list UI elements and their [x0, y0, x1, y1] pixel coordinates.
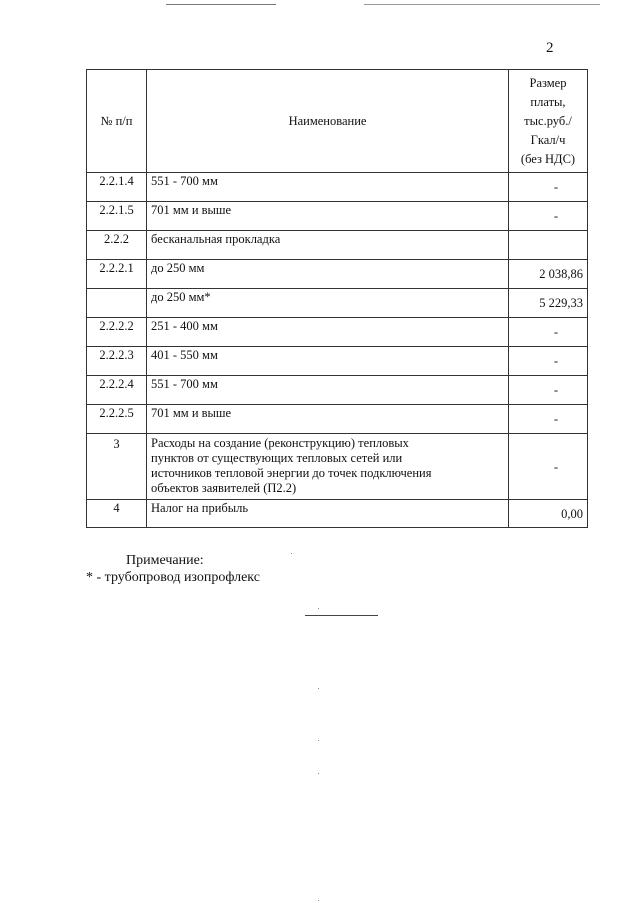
row-name: 551 - 700 мм: [147, 376, 509, 405]
table-row: [87, 289, 588, 318]
table-row: [87, 260, 588, 289]
row-fee: 0,00: [509, 500, 588, 528]
table-row: [87, 173, 588, 202]
note-text: трубопровод изопрофлекс: [104, 570, 260, 585]
table-row: [87, 347, 588, 376]
scan-speck: [318, 740, 319, 741]
row-fee: -: [509, 405, 588, 434]
row-number: 2.2.2.3: [87, 347, 147, 376]
table-row: [87, 500, 588, 528]
row-fee: -: [509, 318, 588, 347]
row-fee: [509, 231, 588, 260]
row-fee: -: [509, 202, 588, 231]
row-name: 551 - 700 мм: [147, 173, 509, 202]
header-number: № п/п: [87, 70, 147, 173]
row-number: 2.2.2: [87, 231, 147, 260]
page-number: 2: [546, 40, 554, 56]
row-fee: -: [509, 347, 588, 376]
table-row: [87, 376, 588, 405]
row-number: 3: [87, 434, 147, 500]
row-name: 701 мм и выше: [147, 405, 509, 434]
scan-speck: [318, 773, 319, 774]
row-number: 2.2.2.4: [87, 376, 147, 405]
header-fee-line: платы,: [530, 94, 566, 109]
row-name-line: пунктов от существующих тепловых сетей или: [151, 451, 403, 465]
row-name: 701 мм и выше: [147, 202, 509, 231]
row-fee: -: [509, 434, 588, 500]
row-name: до 250 мм*: [147, 289, 509, 318]
header-fee-line: Гкал/ч: [530, 132, 566, 147]
row-name-line: Расходы на создание (реконструкцию) тепловых: [151, 436, 409, 450]
table-header-row: [87, 70, 588, 173]
row-number: 2.2.2.5: [87, 405, 147, 434]
table-row: [87, 231, 588, 260]
note-title: Примечание:: [126, 553, 204, 568]
row-name: 401 - 550 мм: [147, 347, 509, 376]
row-number: 4: [87, 500, 147, 528]
row-name: Налог на прибыль: [147, 500, 509, 528]
top-scan-line-left: [166, 4, 276, 5]
row-name-line: объектов заявителей (П2.2): [151, 481, 297, 495]
header-name: Наименование: [147, 70, 509, 173]
scan-speck: [318, 900, 319, 901]
row-fee: 5 229,33: [509, 289, 588, 318]
row-name: до 250 мм: [147, 260, 509, 289]
note-line: [86, 570, 260, 586]
bottom-rule: [305, 615, 378, 616]
row-name: 251 - 400 мм: [147, 318, 509, 347]
table-row: [87, 434, 588, 500]
scan-speck: [318, 688, 319, 689]
row-fee: -: [509, 173, 588, 202]
table-row: [87, 405, 588, 434]
row-number: 2.2.2.2: [87, 318, 147, 347]
row-name: [147, 434, 509, 500]
row-name-line: источников тепловой энергии до точек подключения: [151, 466, 432, 480]
top-scan-line-right: [364, 4, 600, 5]
scan-speck: [318, 608, 319, 609]
header-fee-line: (без НДС): [520, 151, 576, 166]
row-number: 2.2.1.5: [87, 202, 147, 231]
table-row: [87, 202, 588, 231]
tariff-table: [86, 69, 588, 528]
note-marker: * -: [86, 570, 102, 585]
table-row: [87, 318, 588, 347]
row-number: 2.2.2.1: [87, 260, 147, 289]
header-fee-line: тыс.руб./: [524, 113, 572, 128]
row-number: 2.2.1.4: [87, 173, 147, 202]
row-number: [87, 289, 147, 318]
header-fee-line: Размер: [529, 75, 567, 90]
row-name: бесканальная прокладка: [147, 231, 509, 260]
row-fee: -: [509, 376, 588, 405]
row-fee: 2 038,86: [509, 260, 588, 289]
header-fee: [509, 70, 588, 173]
scan-speck: [291, 553, 292, 554]
